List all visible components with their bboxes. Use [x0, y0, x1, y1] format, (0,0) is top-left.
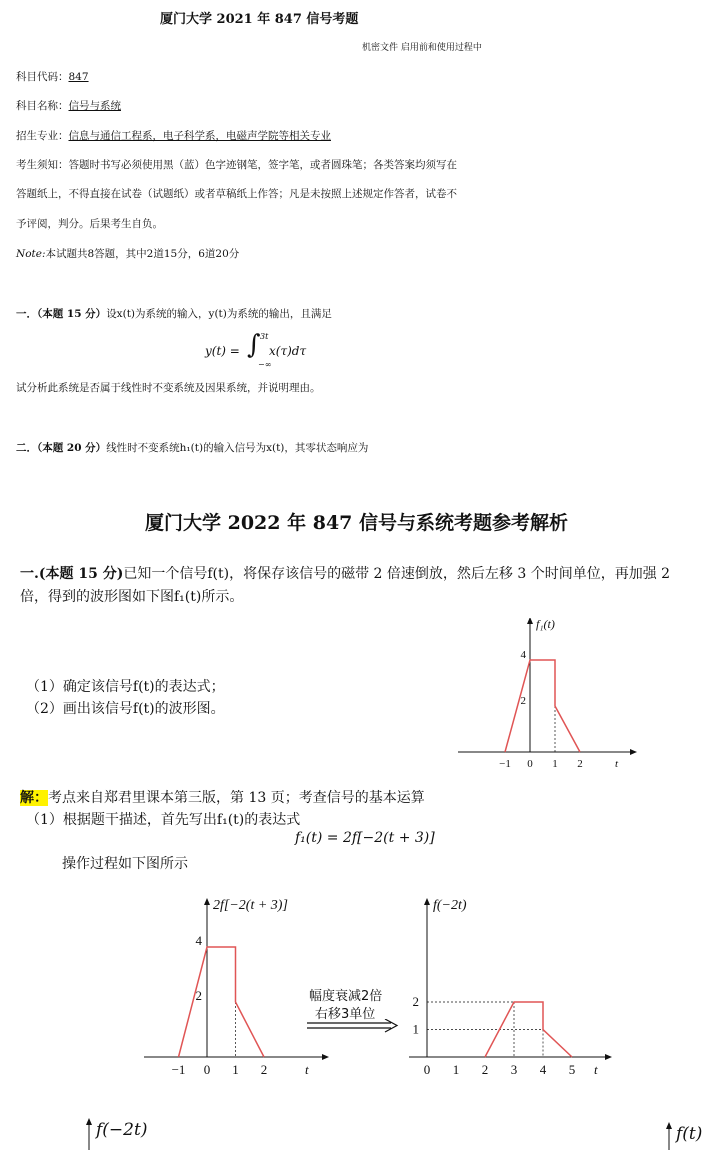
y-axis-arrow-icon — [424, 898, 430, 905]
solution-label: 解： — [20, 790, 48, 806]
y-tick-label: 4 — [195, 933, 202, 948]
subject-code-value: 847 — [68, 71, 89, 83]
q1-2022-line-1 — [20, 563, 670, 583]
x-tick-label: 2 — [577, 758, 583, 770]
solution-equation: f₁(t) = 2f[−2(t + 3)] — [295, 830, 435, 846]
major-value: 信息与通信工程系，电子科学系，电磁声学院等相关专业 — [68, 130, 331, 142]
x-axis-arrow-icon — [605, 1054, 612, 1060]
note-row — [16, 246, 239, 261]
x-tick-label: 1 — [232, 1062, 239, 1077]
waveform-curve — [505, 660, 580, 752]
x-tick-label: 0 — [203, 1062, 211, 1077]
transform-arrow — [303, 985, 403, 1035]
y-axis-label: f(−2t) — [433, 898, 467, 913]
eq-rhs: x(τ)dτ — [269, 344, 307, 358]
notice-line-2: 答题纸上，不得直接在试卷（试题纸）或者草稿纸上作答；凡是未按照上述规定作答者，试卷不 — [16, 188, 457, 200]
x-tick-label: 3 — [510, 1062, 518, 1077]
x-tick-label: −1 — [499, 758, 511, 770]
q2-2021-head: 二．（本题 20 分） — [16, 442, 107, 454]
note-prefix: Note: — [16, 248, 46, 260]
f1-waveform-graph — [450, 618, 650, 773]
exam-2021-title: 厦门大学 2021 年 847 信号考题 — [160, 12, 359, 27]
major-label: 招生专业： — [16, 130, 69, 142]
analysis-2022-title: 厦门大学 2022 年 847 信号与系统考题参考解析 — [145, 512, 569, 534]
q1-2022-line-2: 倍，得到的波形图如下图f₁(t)所示。 — [20, 589, 244, 605]
arrow-text-2: 右移3单位 — [315, 1007, 376, 1022]
solution-text: 考点来自郑君里课本第三版，第 13 页；考查信号的基本运算 — [48, 790, 425, 806]
y-axis-label: 2f[−2(t + 3)] — [213, 898, 288, 913]
note-text: 本试题共8答题，其中2道15分，6道20分 — [45, 248, 240, 260]
subject-name-value: 信号与系统 — [68, 100, 121, 112]
solution-step-2: 操作过程如下图所示 — [62, 856, 188, 872]
bottom-left-label: f(−2t) — [96, 1120, 148, 1140]
q1-2021-head: 一．（本题 15 分） — [16, 308, 107, 320]
y-axis-label: f₁(t) — [536, 618, 555, 631]
notice-line-3: 予评阅，判分。后果考生自负。 — [16, 218, 163, 230]
x-axis-label: t — [615, 758, 619, 770]
notice-line-1: 考生须知：答题时书写必须使用黑（蓝）色字迹钢笔，签字笔，或者圆珠笔；各类答案均须写在 — [16, 159, 457, 171]
g1-waveform-graph — [140, 895, 330, 1080]
x-tick-label: 1 — [552, 758, 558, 770]
y-axis-arrow-icon — [665, 1122, 675, 1150]
x-tick-label: 2 — [260, 1062, 268, 1077]
confidential-note: 机密文件 启用前和使用过程中 — [362, 43, 482, 53]
subquestion-1: （1）确定该信号f(t)的表达式； — [26, 679, 225, 695]
y-axis-arrow-icon — [527, 618, 533, 624]
integral-sign: ∫ — [247, 330, 261, 360]
subject-name-label: 科目名称： — [16, 100, 69, 112]
q1-2021-text: 设x(t)为系统的输入，y(t)为系统的输出，且满足 — [106, 308, 332, 320]
x-tick-label: 2 — [481, 1062, 489, 1077]
y-tick-label: 2 — [520, 695, 526, 707]
y-tick-label: 1 — [412, 1021, 419, 1037]
y-tick-label: 2 — [195, 988, 202, 1003]
q2-2021-row — [16, 440, 368, 455]
x-tick-label: −1 — [171, 1062, 186, 1077]
q1-2022-head: 一.(本题 15 分) — [20, 566, 124, 582]
x-axis-arrow-icon — [630, 749, 637, 755]
x-tick-label: 0 — [527, 758, 533, 770]
eq-lhs: y(t) = — [205, 344, 240, 358]
solution-step-1: （1）根据题干描述，首先写出f₁(t)的表达式 — [26, 812, 301, 828]
q1-2021-equation — [205, 332, 345, 374]
q1-2021-ask: 试分析此系统是否属于线性时不变系统及因果系统，并说明理由。 — [16, 382, 321, 394]
subject-code-row — [16, 69, 89, 84]
q2-2021-text: 线性时不变系统h₁(t)的输入信号为x(t)，其零状态响应为 — [106, 442, 369, 454]
eq-lower-limit: −∞ — [258, 360, 272, 369]
g2-waveform-graph — [405, 895, 615, 1080]
arrow-text-1: 幅度衰减2倍 — [309, 989, 383, 1004]
x-axis-label: t — [305, 1062, 309, 1077]
y-axis-arrow-icon — [204, 898, 210, 905]
subquestion-2: （2）画出该信号f(t)的波形图。 — [26, 701, 225, 717]
major-row — [16, 128, 331, 143]
x-tick-label: 4 — [539, 1062, 547, 1077]
subject-name-row — [16, 98, 121, 113]
x-axis-label: t — [594, 1062, 598, 1077]
subject-code-label: 科目代码： — [16, 71, 69, 83]
q1-2022-text-a: 已知一个信号f(t)，将保存该信号的磁带 2 倍速倒放，然后左移 3 个时间单位，再加强 2 — [123, 566, 671, 582]
eq-upper-limit: 3t — [260, 332, 269, 341]
x-axis-arrow-icon — [322, 1054, 329, 1060]
y-axis-arrow-icon — [85, 1118, 95, 1150]
solution-row — [20, 787, 425, 807]
bottom-right-label: f(t) — [676, 1124, 703, 1144]
x-tick-label: 1 — [452, 1062, 460, 1077]
double-arrow-icon — [307, 1019, 399, 1033]
y-tick-label: 2 — [412, 994, 419, 1009]
x-tick-label: 5 — [568, 1062, 576, 1077]
q1-2021-row — [16, 306, 332, 321]
waveform-curve — [179, 947, 265, 1057]
y-tick-label: 4 — [520, 649, 526, 661]
x-tick-label: 0 — [423, 1062, 431, 1077]
